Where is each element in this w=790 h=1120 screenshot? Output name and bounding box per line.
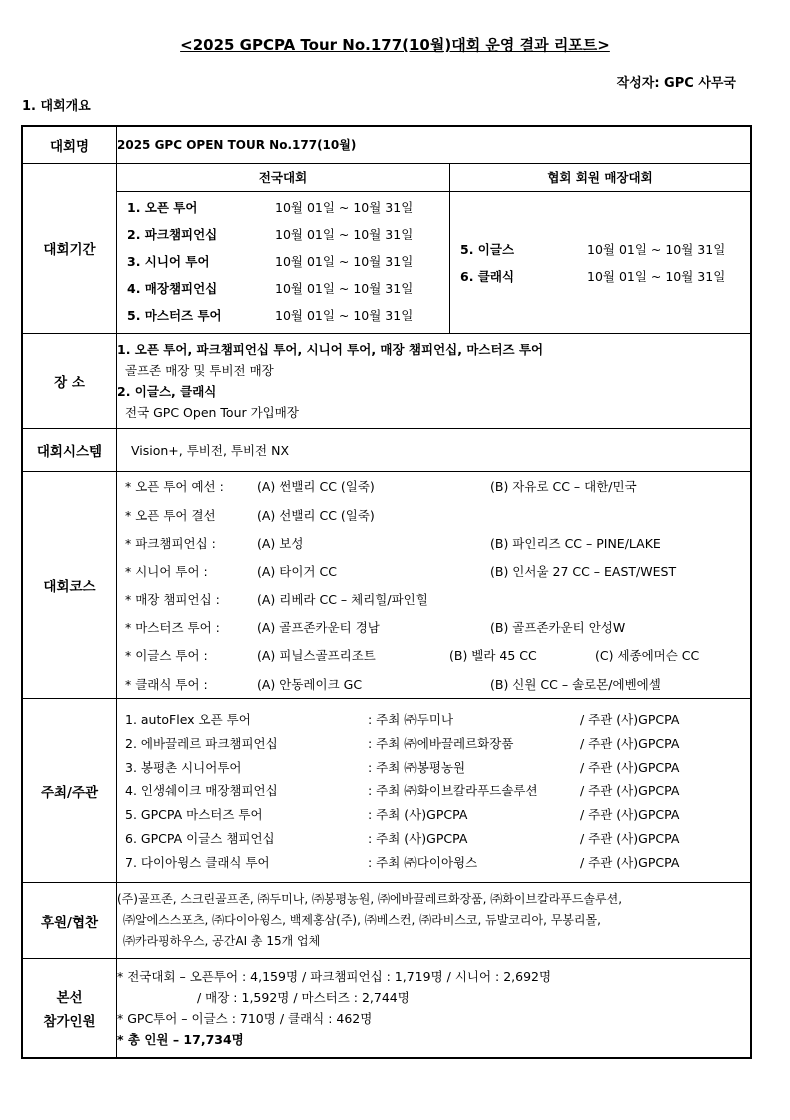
course-item: * 파크챔피언십 : (A) 보성 (B) 파인리즈 CC – PINE/LAKE xyxy=(125,535,661,551)
participants-line3: * GPC투어 – 이글스 : 710명 / 클래식 : 462명 xyxy=(117,1010,373,1026)
row-period xyxy=(22,163,751,334)
member-item: 5. 이글스 10월 01일 ~ 10월 31일 xyxy=(460,241,726,257)
courses-cell xyxy=(117,472,752,699)
hosts-cell xyxy=(117,699,752,883)
host-item: 5. GPCPA 마스터즈 투어 : 주최 (사)GPCPA / 주관 (사)GPCPA xyxy=(125,807,680,823)
label-sponsors: 후원/협찬 xyxy=(22,883,117,959)
label-participants xyxy=(22,959,117,1058)
course-item: * 클래식 투어 : (A) 안동레이크 GC (B) 신원 CC – 솔로몬/에벤에셀 xyxy=(125,676,661,692)
national-item: 3. 시니어 투어 10월 01일 ~ 10월 31일 xyxy=(127,254,414,269)
author-line: 작성자: GPC 사무국 xyxy=(616,76,736,91)
row-system xyxy=(22,429,751,472)
report-title-text: <2025 GPCPA Tour No.177(10월)대회 운영 결과 리포트> xyxy=(180,36,610,54)
sponsors-line2: ㈜알에스스포츠, ㈜다이아윙스, 백제홍삼(주), ㈜베스컨, ㈜라비스코, 듀발코리아, 무봉리몰, xyxy=(123,913,601,927)
host-item: 3. 봉평촌 시니어투어 : 주최 ㈜봉평농원 / 주관 (사)GPCPA xyxy=(125,759,680,775)
course-item: * 오픈 투어 예선 : (A) 썬밸리 CC (일죽) (B) 자유로 CC – 대한/민국 xyxy=(125,479,637,495)
sponsors-line1: (주)골프존, 스크린골프존, ㈜두미나, ㈜봉평농원, ㈜에바끌레르화장품, ㈜화이브칼라푸드솔루션, xyxy=(117,892,623,906)
row-sponsors xyxy=(22,883,751,959)
course-item: * 이글스 투어 : (A) 피닐스골프리조트 (B) 벨라 45 CC (C) 세종에머슨 CC xyxy=(125,648,700,664)
period-cell xyxy=(117,163,752,334)
member-item: 6. 클래식 10월 01일 ~ 10월 31일 xyxy=(460,268,726,284)
label-system: 대회시스템 xyxy=(22,429,117,472)
period-table xyxy=(117,164,750,334)
course-item: * 마스터즈 투어 : (A) 골프존카운티 경남 (B) 골프존카운티 안성W xyxy=(125,620,626,636)
national-list xyxy=(117,192,450,334)
overview-table xyxy=(21,125,752,1059)
course-item: * 시니어 투어 : (A) 타이거 CC (B) 인서울 27 CC – EAST/WEST xyxy=(125,563,677,579)
participants-cell xyxy=(117,959,752,1058)
host-item: 7. 다이아윙스 클래식 투어 : 주최 ㈜다이아윙스 / 주관 (사)GPCPA xyxy=(125,854,680,870)
course-item: * 매장 챔피언십 : (A) 리베라 CC – 체리힐/파인힐 xyxy=(125,592,428,608)
venue-cell xyxy=(117,334,752,429)
label-name: 대회명 xyxy=(22,126,117,163)
value-system: Vision+, 투비전, 투비전 NX xyxy=(117,429,752,472)
section-heading: 1. 대회개요 xyxy=(22,99,91,114)
venue-line1: 1. 오픈 투어, 파크챔피언십 투어, 시니어 투어, 매장 챔피언십, 마스터즈 투어 xyxy=(117,342,544,357)
host-item: 1. autoFlex 오픈 투어 : 주최 ㈜두미나 / 주관 (사)GPCPA xyxy=(125,712,680,728)
national-header: 전국대회 xyxy=(117,164,450,192)
label-period: 대회기간 xyxy=(22,163,117,334)
row-courses xyxy=(22,472,751,699)
participants-line2: / 매장 : 1,592명 / 마스터즈 : 2,744명 xyxy=(197,989,410,1005)
row-venue xyxy=(22,334,751,429)
venue-line2: 골프존 매장 및 투비전 매장 xyxy=(125,363,274,378)
sponsors-cell xyxy=(117,883,752,959)
national-item: 2. 파크챔피언십 10월 01일 ~ 10월 31일 xyxy=(127,227,414,242)
row-hosts xyxy=(22,699,751,883)
member-list xyxy=(450,192,751,334)
label-participants-line2: 참가인원 xyxy=(43,1013,96,1030)
national-item: 4. 매장챔피언십 10월 01일 ~ 10월 31일 xyxy=(127,281,414,296)
label-participants-line1: 본선 xyxy=(56,989,83,1006)
national-item: 5. 마스터즈 투어 10월 01일 ~ 10월 31일 xyxy=(127,308,414,323)
participants-line1: * 전국대회 – 오픈투어 : 4,159명 / 파크챔피언십 : 1,719명 / 시니어 : 2,692명 xyxy=(117,968,552,984)
label-courses: 대회코스 xyxy=(22,472,117,699)
report-title xyxy=(0,34,790,55)
label-hosts: 주최/주관 xyxy=(22,699,117,883)
participants-total: * 총 인원 – 17,734명 xyxy=(117,1031,244,1047)
national-item: 1. 오픈 투어 10월 01일 ~ 10월 31일 xyxy=(127,200,414,215)
row-name xyxy=(22,126,751,163)
host-item: 6. GPCPA 이글스 챔피언십 : 주최 (사)GPCPA / 주관 (사)GPCPA xyxy=(125,831,680,847)
venue-line4: 전국 GPC Open Tour 가입매장 xyxy=(125,405,299,420)
course-item: * 오픈 투어 결선 (A) 선밸리 CC (일죽) xyxy=(125,507,375,523)
value-name: 2025 GPC OPEN TOUR No.177(10월) xyxy=(117,126,752,163)
host-item: 2. 에바끌레르 파크챔피언십 : 주최 ㈜에바끌레르화장품 / 주관 (사)GPCPA xyxy=(125,735,680,751)
row-participants xyxy=(22,959,751,1058)
member-header: 협회 회원 매장대회 xyxy=(450,164,751,192)
venue-line3: 2. 이글스, 클래식 xyxy=(117,384,217,399)
host-item: 4. 인생쉐이크 매장챔피언십 : 주최 ㈜화이브칼라푸드솔루션 / 주관 (사)GPCPA xyxy=(125,783,680,799)
sponsors-line3: ㈜카라핑하우스, 공간AI 총 15개 업체 xyxy=(123,934,321,948)
label-venue: 장 소 xyxy=(22,334,117,429)
